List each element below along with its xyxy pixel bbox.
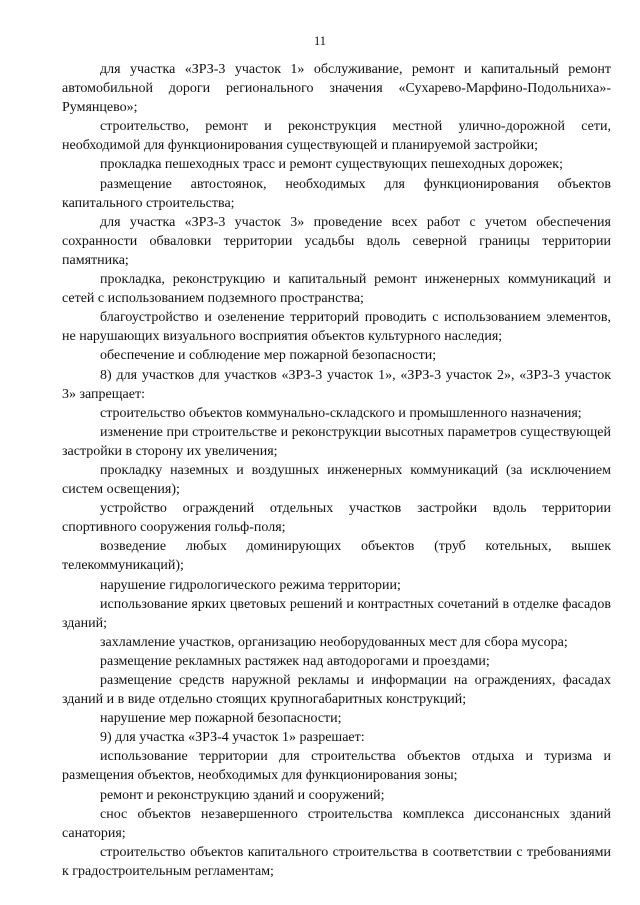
- paragraph: размещение автостоянок, необходимых для функционирования объектов капитального строительства;: [62, 176, 611, 211]
- paragraph: нарушение мер пожарной безопасности;: [100, 711, 342, 727]
- paragraph: возведение любых доминирующих объектов (труб котельных, вышек телекоммуникаций);: [62, 539, 611, 574]
- paragraph: использование ярких цветовых решений и контрастных сочетаний в отделке фасадов зданий;: [62, 596, 611, 631]
- paragraph: для участка «ЗРЗ-3 участок 1» обслуживание, ремонт и капитальный ремонт автомобильной дороги регионального значения «Сухарево-Марфино-Подольниха»-Румянцево»;: [62, 62, 611, 116]
- paragraph: строительство объектов коммунально-складского и промышленного назначения;: [100, 405, 582, 421]
- paragraph: прокладка, реконструкцию и капитальный ремонт инженерных коммуникаций и сетей с использованием подземного пространства;: [62, 272, 611, 307]
- paragraph: размещение средств наружной рекламы и информации на ограждениях, фасадах зданий и в виде отдельно стоящих крупногабаритных конструкций;: [62, 673, 611, 708]
- paragraph: обеспечение и соблюдение мер пожарной безопасности;: [100, 348, 437, 364]
- paragraph: устройство ограждений отдельных участков застройки вдоль территории спортивного сооружения гольф-поля;: [62, 501, 611, 536]
- paragraph: ремонт и реконструкцию зданий и сооружений;: [100, 787, 385, 803]
- paragraph: изменение при строительстве и реконструкции высотных параметров существующей застройки в сторону их увеличения;: [62, 424, 611, 459]
- paragraph: нарушение гидрологического режима территории;: [100, 577, 401, 593]
- document-body: [62, 60, 611, 881]
- paragraph: снос объектов незавершенного строительства комплекса диссонансных зданий санатория;: [62, 806, 611, 841]
- paragraph: захламление участков, организацию необорудованных мест для сбора мусора;: [100, 634, 568, 650]
- paragraph: 8) для участков для участков «ЗРЗ-3 участок 1», «ЗРЗ-3 участок 2», «ЗРЗ-3 участок 3» запрещает:: [62, 367, 611, 402]
- paragraph: благоустройство и озеленение территорий проводить с использованием элементов, не нарушающих визуального восприятия объектов культурного наследия;: [62, 310, 611, 345]
- paragraph: для участка «ЗРЗ-3 участок 3» проведение всех работ с учетом обеспечения сохранности обваловки территории усадьбы вдоль северной границы территории памятника;: [62, 214, 611, 268]
- paragraph: строительство, ремонт и реконструкция местной улично-дорожной сети, необходимой для функционирования существующей и планируемой застройки;: [62, 119, 611, 154]
- paragraph: строительство объектов капитального строительства в соответствии с требованиями к градостроительным регламентам;: [62, 844, 611, 879]
- paragraph: прокладку наземных и воздушных инженерных коммуникаций (за исключением систем освещения);: [62, 462, 611, 498]
- paragraph: использование территории для строительства объектов отдыха и туризма и размещения объектов, необходимых для функционирования зоны;: [62, 749, 611, 784]
- paragraph: размещение рекламных растяжек над автодорогами и проездами;: [100, 653, 490, 669]
- page-number: 11: [313, 34, 327, 48]
- paragraph: 9) для участка «ЗРЗ-4 участок 1» разрешает:: [100, 730, 365, 746]
- paragraph: прокладка пешеходных трасс и ремонт существующих пешеходных дорожек;: [100, 157, 563, 173]
